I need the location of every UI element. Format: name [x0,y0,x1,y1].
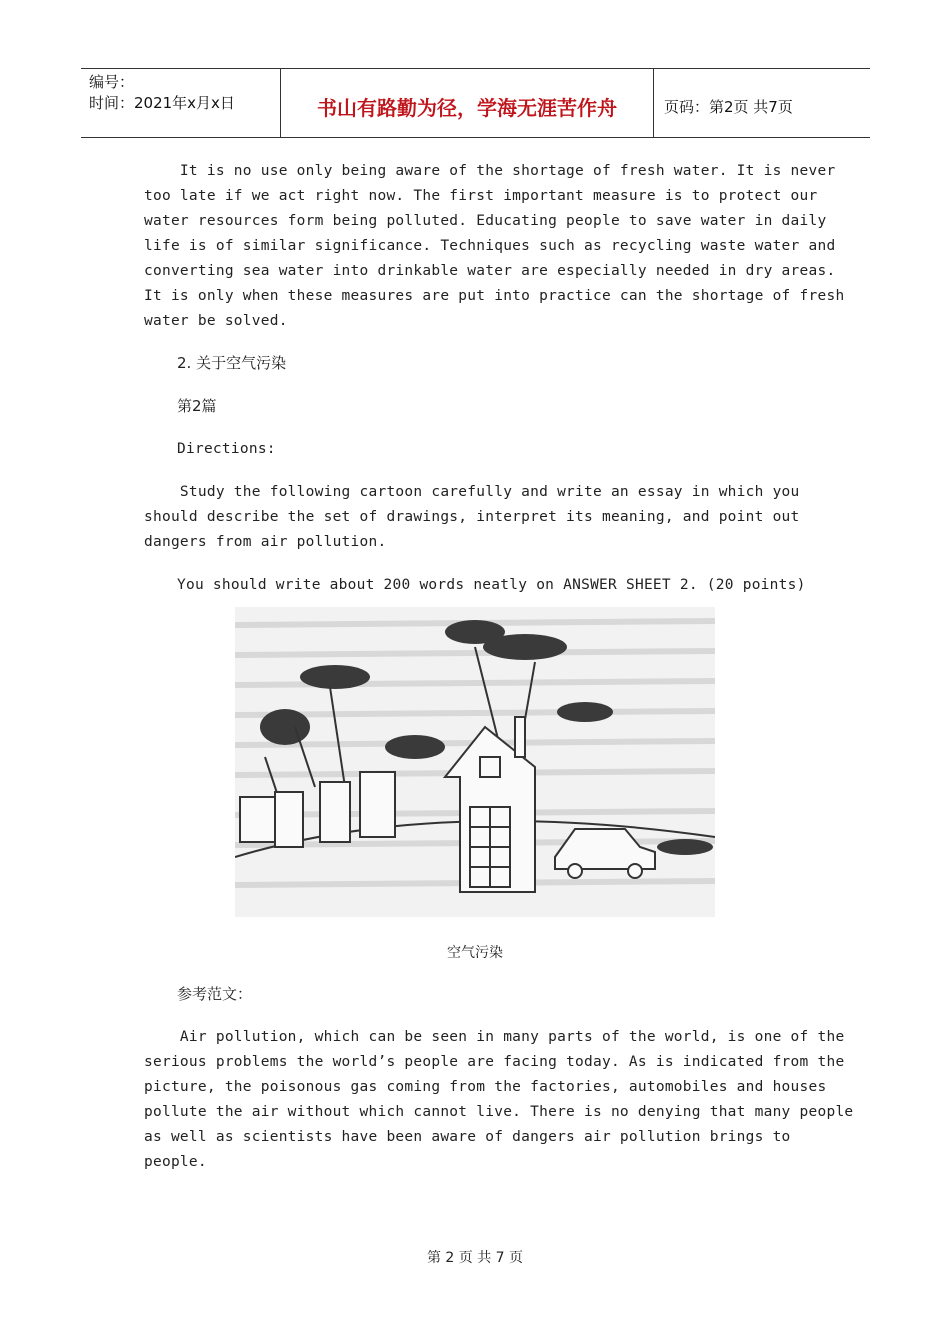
page-footer: 第 2 页 共 7 页 [426,1250,524,1266]
sample-essay [144,1025,854,1175]
text-line: water be solved. [144,313,288,329]
text-line: picture, the poisonous gas coming from the factories, automobiles and houses [144,1079,827,1095]
paragraph-fresh-water [144,159,845,334]
document-date: 时间：2021年x月x日 [89,94,235,112]
directions-text [144,480,824,555]
word-requirement: You should write about 200 words neatly on ANSWER SHEET 2. (20 points) [177,577,806,593]
text-line: converting sea water into drinkable water are especially needed in dry areas. [144,263,836,279]
text-line: life is of similar significance. Techniques such as recycling waste water and [144,238,836,254]
air-pollution-cartoon [235,607,715,917]
text-line: people. [144,1154,207,1170]
document-number: 编号： [89,73,135,91]
header-page-number: 页码：第2页 共7页 [664,97,793,116]
text-line: serious problems the world’s people are facing today. As is indicated from the [144,1054,845,1070]
text-line: It is only when these measures are put into practice can the shortage of fresh [144,288,845,304]
document-header [81,68,870,138]
text-line: as well as scientists have been aware of dangers air pollution brings to [144,1129,791,1145]
essay-number: 第2篇 [177,397,217,415]
sample-essay-label: 参考范文： [177,985,253,1003]
text-line: It is no use only being aware of the shortage of fresh water. It is never [144,163,836,179]
text-line: should describe the set of drawings, interpret its meaning, and point out [144,509,800,525]
header-meta [81,69,281,137]
text-line: pollute the air without which cannot live. There is no denying that many people [144,1104,854,1120]
text-line: Study the following cartoon carefully and write an essay in which you [144,484,800,500]
text-line: Air pollution, which can be seen in many parts of the world, is one of the [144,1029,845,1045]
figure-caption: 空气污染 [447,945,503,961]
directions-label: Directions: [177,441,276,457]
text-line: water resources form being polluted. Educating people to save water in daily [144,213,827,229]
cartoon-drawing [235,607,715,917]
section-heading: 2. 关于空气污染 [177,354,287,372]
text-line: too late if we act right now. The first important measure is to protect our [144,188,818,204]
text-line: dangers from air pollution. [144,534,387,550]
header-motto: 书山有路勤为径，学海无涯苦作舟 [281,69,654,137]
